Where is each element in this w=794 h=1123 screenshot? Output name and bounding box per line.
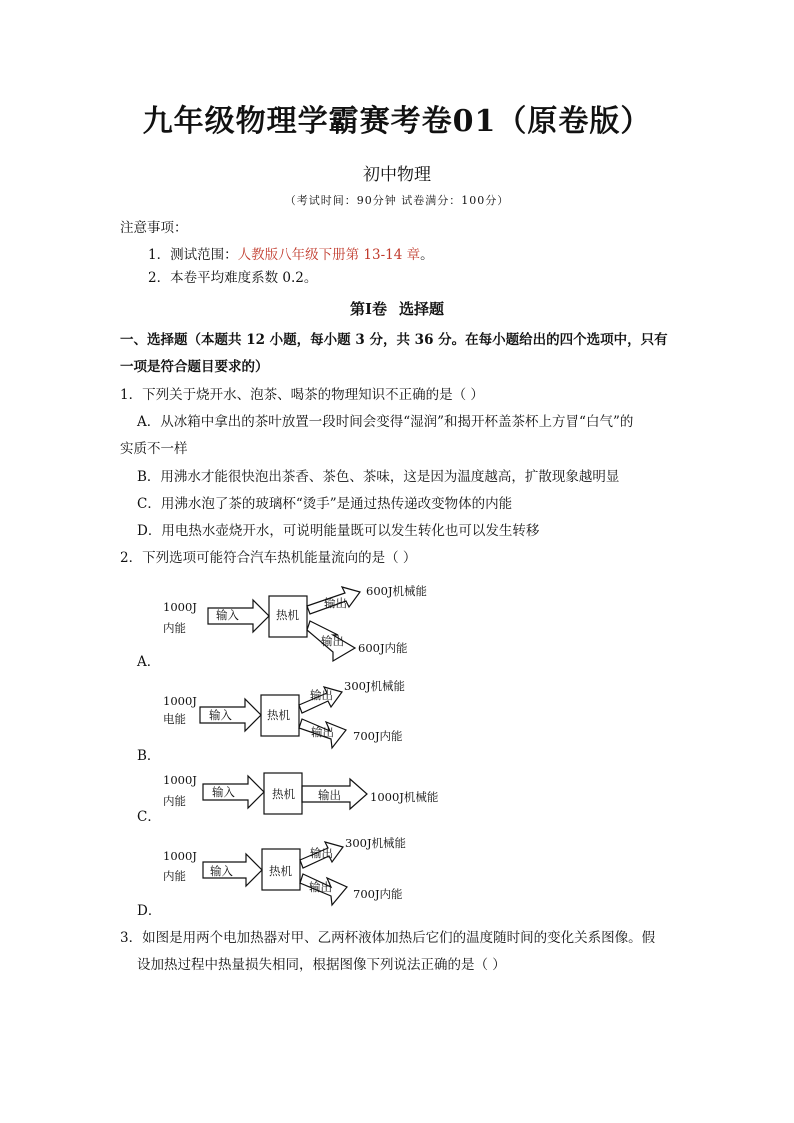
exam-info: （考试时间：90分钟 试卷满分：100分）	[284, 194, 510, 207]
q2-d-output-label-1: 输出	[310, 846, 333, 860]
q2-b-engine-label: 热机	[267, 708, 290, 722]
notes-item-2: 2．本卷平均难度系数 0.2。	[148, 270, 318, 286]
q2-d-output-1: 300J机械能	[345, 836, 407, 850]
q2-a-output-2: 600J内能	[358, 641, 408, 655]
q2-option-a-diagram	[150, 580, 470, 665]
notes-item-1-range: 人教版八年级下册第 13-14 章	[237, 247, 421, 263]
q1-option-d: D．用电热水壶烧开水，可说明能量既可以发生转化也可以发生转移	[137, 523, 540, 539]
q2-a-engine-label: 热机	[276, 608, 299, 622]
q1-option-a-line-2: 实质不一样	[120, 441, 188, 457]
q2-a-input-label: 输入	[216, 608, 239, 622]
q2-b-output-label-1: 输出	[310, 688, 333, 702]
q1-option-c: C．用沸水泡了茶的玻璃杯“烫手”是通过热传递改变物体的内能	[137, 496, 513, 512]
q2-a-source-amount: 1000J	[163, 600, 197, 614]
q2-d-input-label: 输入	[210, 864, 233, 878]
q2-c-engine-label: 热机	[272, 787, 295, 801]
q2-option-a-letter: A．	[137, 654, 161, 670]
q2-d-output-2: 700J内能	[353, 887, 403, 901]
section-title	[0, 298, 794, 319]
q2-c-source-type: 内能	[163, 794, 186, 808]
energy-flow-d	[150, 832, 470, 917]
q2-b-output-label-2: 输出	[311, 725, 334, 739]
q2-option-d-letter: D．	[137, 903, 162, 919]
q2-stem: 2．下列选项可能符合汽车热机能量流向的是（ ）	[120, 550, 417, 566]
q1-option-b: B．用沸水才能很快泡出茶香、茶色、茶味，这是因为温度越高，扩散现象越明显	[137, 469, 620, 485]
q2-b-source-amount: 1000J	[163, 694, 197, 708]
q2-a-output-label-1: 输出	[324, 596, 347, 610]
q2-option-b-diagram	[150, 675, 470, 760]
q3-stem-line-2: 设加热过程中热量损失相同，根据图像下列说法正确的是（ ）	[137, 957, 506, 973]
q2-d-source-type: 内能	[163, 869, 186, 883]
notes-heading: 注意事项：	[120, 220, 188, 236]
q2-b-source-type: 电能	[163, 712, 186, 726]
q2-c-output-label: 输出	[318, 788, 341, 802]
q1-option-a-line-1: A．从冰箱中拿出的茶叶放置一段时间会变得“湿润”和揭开杯盖茶杯上方冒“白气”的	[137, 414, 634, 430]
q2-b-output-1: 300J机械能	[344, 679, 406, 693]
section-name: 选择题	[399, 300, 445, 318]
q1-stem: 1．下列关于烧开水、泡茶、喝茶的物理知识不正确的是（ ）	[120, 387, 484, 403]
q2-a-output-1: 600J机械能	[366, 584, 428, 598]
notes-item-1-prefix: 1．测试范围：	[148, 247, 238, 263]
q2-d-output-label-2: 输出	[309, 880, 332, 894]
subject-subtitle: 初中物理	[363, 165, 431, 185]
q2-a-source-type: 内能	[163, 621, 186, 635]
q2-option-b-letter: B．	[137, 748, 161, 764]
notes-item-1-suffix: 。	[420, 247, 434, 263]
notes-item-1	[148, 245, 434, 265]
q2-a-output-label-2: 输出	[321, 634, 344, 648]
q2-b-output-2: 700J内能	[353, 729, 403, 743]
q2-option-d-diagram	[150, 832, 470, 917]
q2-c-input-label: 输入	[212, 785, 235, 799]
q2-b-input-label: 输入	[209, 708, 232, 722]
instructions-line-1: 一、选择题（本题共 12 小题，每小题 3 分，共 36 分。在每小题给出的四个选项中，只有	[120, 332, 668, 348]
section-part: 第Ⅰ卷	[349, 300, 387, 318]
q2-d-engine-label: 热机	[269, 864, 292, 878]
page-title: 九年级物理学霸赛考卷01（原卷版）	[142, 104, 652, 139]
q3-stem-line-1: 3．如图是用两个电加热器对甲、乙两杯液体加热后它们的温度随时间的变化关系图像。假	[120, 930, 656, 946]
q2-option-c-letter: C．	[137, 809, 161, 825]
q2-d-source-amount: 1000J	[163, 849, 197, 863]
instructions-line-2: 一项是符合题目要求的）	[120, 359, 269, 375]
q2-c-source-amount: 1000J	[163, 773, 197, 787]
q2-c-output-1: 1000J机械能	[370, 790, 439, 804]
